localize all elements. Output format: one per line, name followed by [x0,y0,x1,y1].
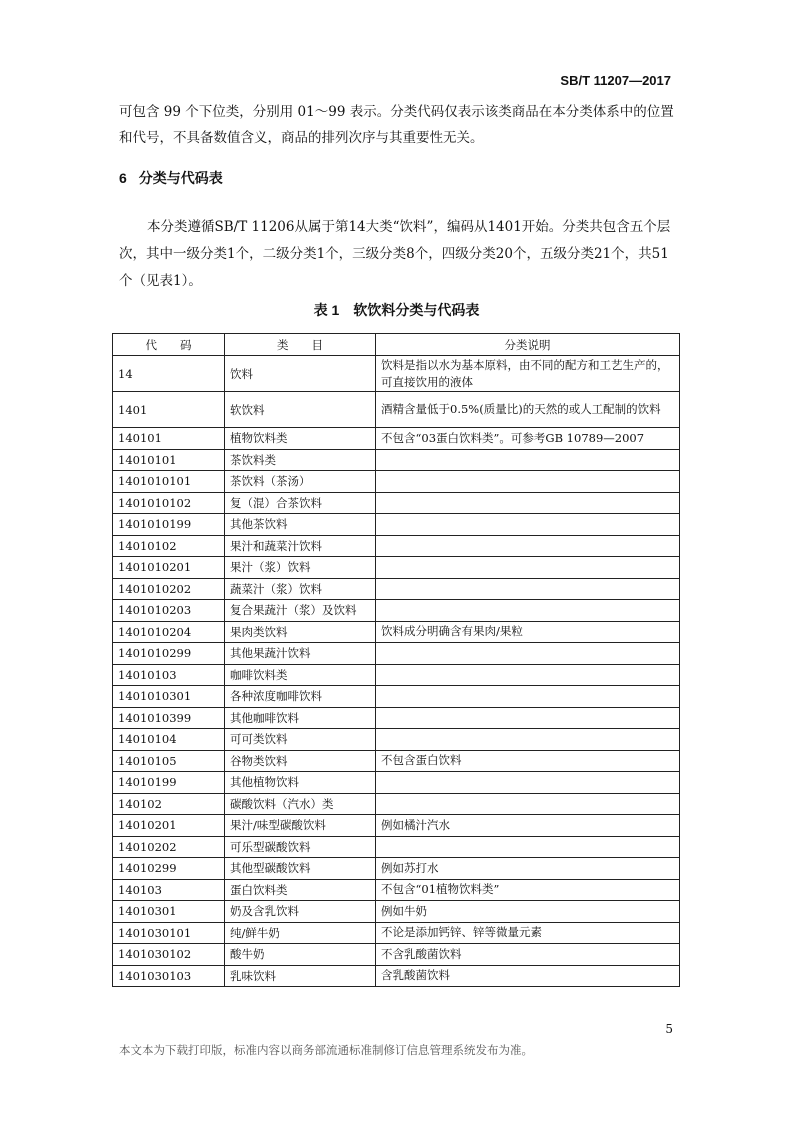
cell-note [376,686,680,708]
table-caption-label: 表 1 [313,302,340,318]
table-row [113,643,680,665]
table-row [113,557,680,579]
cell-note: 不论是添加钙锌、锌等微量元素 [376,922,680,944]
cell-note: 不包含蛋白饮料 [376,750,680,772]
cell-category: 茶饮料类 [225,449,376,471]
cell-note [376,772,680,794]
cell-note: 不包含“03蛋白饮料类”。可参考GB 10789—2007 [376,428,680,450]
cell-note: 酒精含量低于0.5%(质量比)的天然的或人工配制的饮料 [376,392,680,428]
cell-code: 1401010203 [113,600,225,622]
cell-note: 例如牛奶 [376,901,680,923]
table-row [113,750,680,772]
cell-code: 1401030102 [113,944,225,966]
table-row [113,836,680,858]
cell-category: 纯/鲜牛奶 [225,922,376,944]
table-row [113,686,680,708]
cell-code: 14010101 [113,449,225,471]
table-row [113,514,680,536]
cell-code: 14010103 [113,664,225,686]
cell-note [376,729,680,751]
cell-category: 可乐型碳酸饮料 [225,836,376,858]
cell-code: 1401 [113,392,225,428]
cell-code: 140103 [113,879,225,901]
classification-table [112,333,680,987]
cell-code: 1401010102 [113,492,225,514]
cell-code: 1401010202 [113,578,225,600]
cell-code: 1401010301 [113,686,225,708]
cell-category: 其他果蔬汁饮料 [225,643,376,665]
cell-category: 酸牛奶 [225,944,376,966]
cell-category: 复合果蔬汁（浆）及饮料 [225,600,376,622]
cell-code: 1401010399 [113,707,225,729]
table-row [113,449,680,471]
table-row [113,578,680,600]
page-number: 5 [665,1022,673,1036]
cell-code: 140102 [113,793,225,815]
table-row [113,944,680,966]
cell-category: 谷物类饮料 [225,750,376,772]
cell-code: 14010201 [113,815,225,837]
cell-category: 果汁和蔬菜汁饮料 [225,535,376,557]
paragraph-classification: 本分类遵循SB/T 11206从属于第14大类“饮料”，编码从1401开始。分类共包含五个层次，其中一级分类1个，二级分类1个，三级分类8个，四级分类20个，五级分类21个，共51个（见表1）。 [119,219,671,289]
cell-note [376,600,680,622]
table-row [113,392,680,428]
table-caption [0,300,793,320]
cell-note: 含乳酸菌饮料 [376,965,680,987]
cell-category: 其他茶饮料 [225,514,376,536]
section-title: 分类与代码表 [138,170,223,186]
table-row [113,901,680,923]
table-row [113,707,680,729]
cell-note: 不含乳酸菌饮料 [376,944,680,966]
cell-note: 不包含“01植物饮料类” [376,879,680,901]
table-row [113,858,680,880]
cell-category: 复（混）合茶饮料 [225,492,376,514]
cell-note: 例如苏打水 [376,858,680,880]
cell-category: 各种浓度咖啡饮料 [225,686,376,708]
table-row [113,729,680,751]
cell-category: 果汁/味型碳酸饮料 [225,815,376,837]
table-row [113,664,680,686]
cell-code: 14010301 [113,901,225,923]
cell-code: 1401010204 [113,621,225,643]
cell-category: 其他咖啡饮料 [225,707,376,729]
cell-category: 其他型碳酸饮料 [225,858,376,880]
cell-note [376,471,680,493]
cell-code: 14 [113,356,225,392]
table-row [113,815,680,837]
cell-note: 例如橘汁汽水 [376,815,680,837]
cell-code: 1401010201 [113,557,225,579]
cell-note [376,557,680,579]
cell-code: 1401010101 [113,471,225,493]
standard-code: SB/T 11207—2017 [560,73,671,88]
cell-category: 茶饮料（茶汤） [225,471,376,493]
cell-code: 14010199 [113,772,225,794]
table-row [113,492,680,514]
cell-note: 饮料成分明确含有果肉/果粒 [376,621,680,643]
section-heading [119,168,223,188]
cell-category: 饮料 [225,356,376,392]
cell-note [376,664,680,686]
cell-category: 植物饮料类 [225,428,376,450]
cell-code: 14010105 [113,750,225,772]
table-row [113,535,680,557]
cell-category: 软饮料 [225,392,376,428]
cell-code: 140101 [113,428,225,450]
cell-note [376,535,680,557]
cell-note [376,836,680,858]
cell-code: 1401030101 [113,922,225,944]
cell-code: 1401010199 [113,514,225,536]
cell-code: 14010104 [113,729,225,751]
cell-category: 奶及含乳饮料 [225,901,376,923]
header-category: 类 目 [225,334,376,356]
table-row [113,772,680,794]
table-row [113,356,680,392]
section-number: 6 [119,170,127,186]
footer-note: 本文本为下载打印版，标准内容以商务部流通标准制修订信息管理系统发布为准。 [119,1043,533,1057]
cell-code: 14010102 [113,535,225,557]
cell-category: 蛋白饮料类 [225,879,376,901]
cell-note [376,492,680,514]
cell-category: 果肉类饮料 [225,621,376,643]
cell-category: 碳酸饮料（汽水）类 [225,793,376,815]
paragraph-intro: 可包含 99 个下位类，分别用 01～99 表示。分类代码仅表示该类商品在本分类体系中的位置和代号，不具备数值含义，商品的排列次序与其重要性无关。 [119,104,674,146]
table-row [113,879,680,901]
table-row [113,428,680,450]
cell-category: 其他植物饮料 [225,772,376,794]
table-row [113,621,680,643]
cell-note [376,643,680,665]
header-code: 代 码 [113,334,225,356]
cell-category: 果汁（浆）饮料 [225,557,376,579]
cell-note [376,578,680,600]
table-row [113,965,680,987]
table-header-row [113,334,680,356]
cell-category: 咖啡饮料类 [225,664,376,686]
cell-category: 可可类饮料 [225,729,376,751]
cell-note: 饮料是指以水为基本原料，由不同的配方和工艺生产的，可直接饮用的液体 [376,356,680,392]
cell-note [376,514,680,536]
header-note: 分类说明 [376,334,680,356]
cell-code: 1401030103 [113,965,225,987]
table-body [113,356,680,987]
table-caption-title: 软饮料分类与代码表 [353,302,480,318]
cell-note [376,707,680,729]
cell-code: 14010299 [113,858,225,880]
cell-code: 1401010299 [113,643,225,665]
table-row [113,922,680,944]
table-row [113,471,680,493]
table-row [113,793,680,815]
cell-category: 蔬菜汁（浆）饮料 [225,578,376,600]
cell-category: 乳味饮料 [225,965,376,987]
table-row [113,600,680,622]
cell-code: 14010202 [113,836,225,858]
cell-note [376,449,680,471]
cell-note [376,793,680,815]
